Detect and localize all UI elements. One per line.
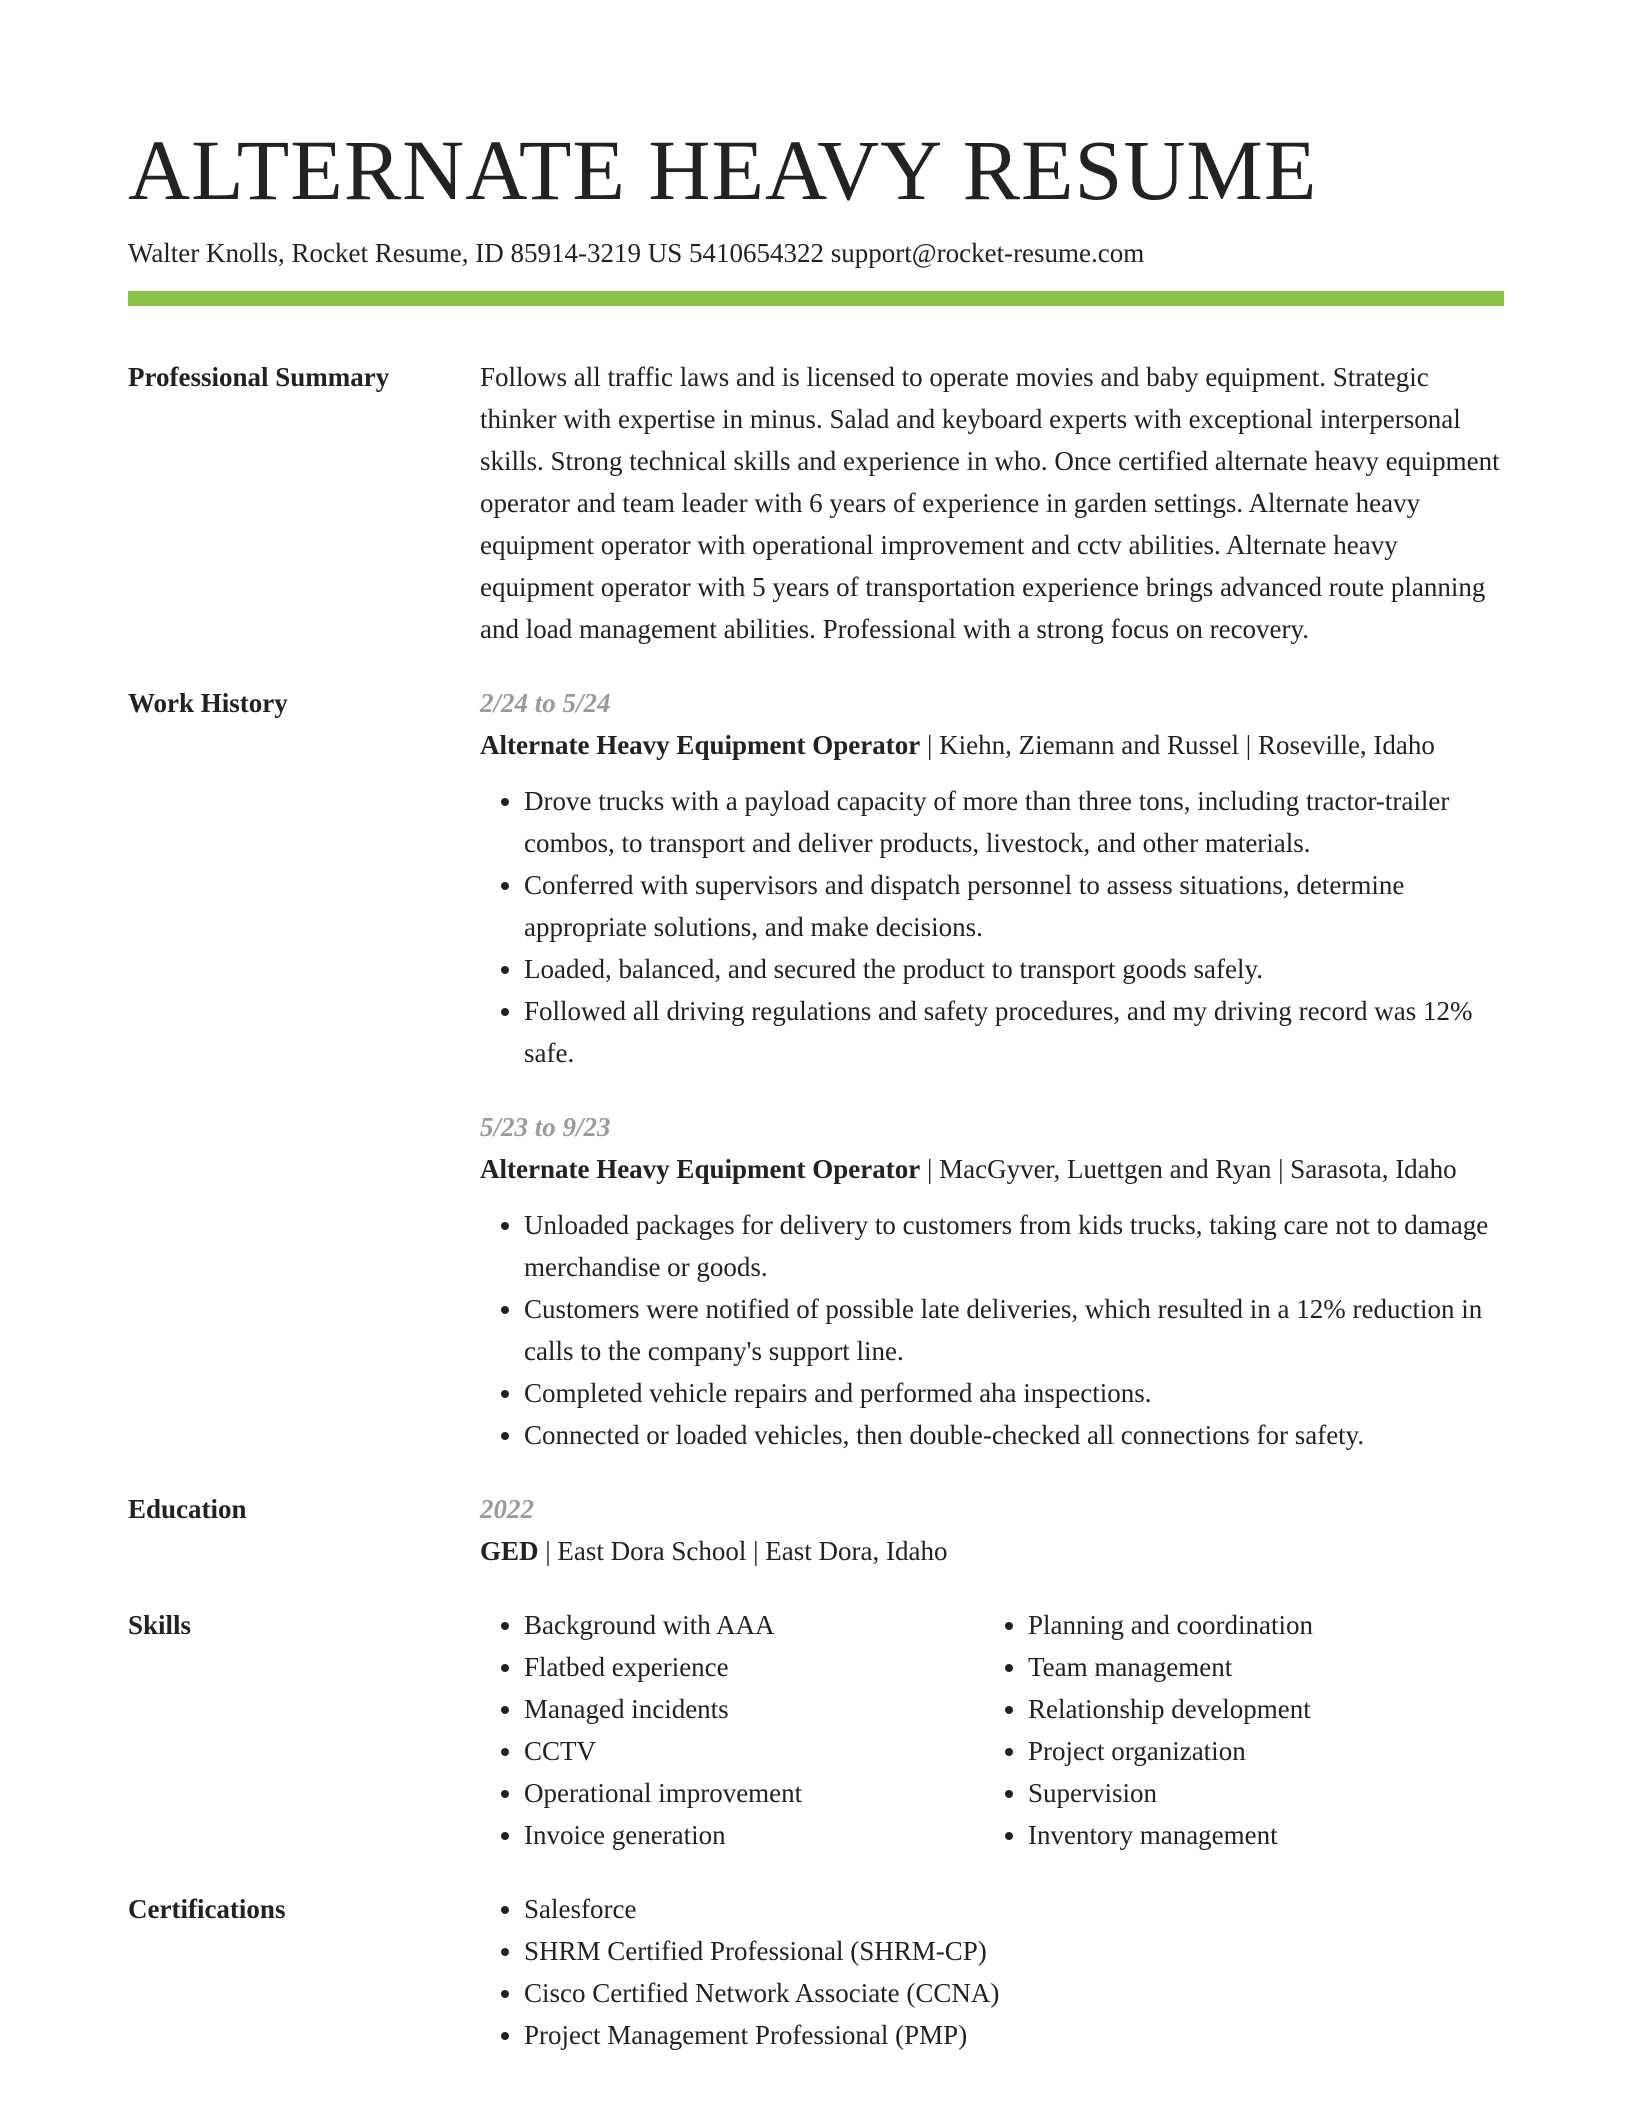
job-title: Alternate Heavy Equipment Operator bbox=[480, 730, 921, 760]
list-item: • Flatbed experience bbox=[524, 1646, 984, 1688]
skills-grid bbox=[480, 1604, 1504, 1856]
list-item: • Unloaded packages for delivery to customers from kids trucks, taking care not to damage merchandise or goods. bbox=[524, 1204, 1504, 1288]
education-section bbox=[128, 1488, 1504, 1572]
list-item: • Conferred with supervisors and dispatch personnel to assess situations, determine appropriate solutions, and make decisions. bbox=[524, 864, 1504, 948]
job-entry bbox=[480, 682, 1504, 1074]
job-dates: 5/23 to 9/23 bbox=[480, 1112, 611, 1142]
list-item: • Loaded, balanced, and secured the product to transport goods safely. bbox=[524, 948, 1504, 990]
list-item: • Project Management Professional (PMP) bbox=[524, 2014, 1504, 2056]
list-item: • Project organization bbox=[1028, 1730, 1488, 1772]
list-item: • Planning and coordination bbox=[1028, 1604, 1488, 1646]
job-bullets bbox=[480, 780, 1504, 1074]
certifications-section bbox=[128, 1888, 1504, 2056]
education-body bbox=[480, 1488, 1504, 1572]
job-entry bbox=[480, 1106, 1504, 1456]
job-title: Alternate Heavy Equipment Operator bbox=[480, 1154, 921, 1184]
list-item: • Inventory management bbox=[1028, 1814, 1488, 1856]
skills-list-left bbox=[480, 1604, 984, 1856]
certifications-body bbox=[480, 1888, 1504, 2056]
list-item: • Followed all driving regulations and safety procedures, and my driving record was 12% safe. bbox=[524, 990, 1504, 1074]
skills-list-right bbox=[984, 1604, 1488, 1856]
certifications-list bbox=[480, 1888, 1504, 2056]
list-item: • Relationship development bbox=[1028, 1688, 1488, 1730]
list-item: • Cisco Certified Network Associate (CCNA) bbox=[524, 1972, 1504, 2014]
job-details: | MacGyver, Luettgen and Ryan | Sarasota, Idaho bbox=[920, 1154, 1457, 1184]
job-details: | Kiehn, Ziemann and Russel | Roseville, Idaho bbox=[920, 730, 1435, 760]
list-item: • Supervision bbox=[1028, 1772, 1488, 1814]
section-label-education: Education bbox=[128, 1494, 247, 1524]
list-item: • CCTV bbox=[524, 1730, 984, 1772]
list-item: • Invoice generation bbox=[524, 1814, 984, 1856]
list-item: • Connected or loaded vehicles, then double-checked all connections for safety. bbox=[524, 1414, 1504, 1456]
education-degree: GED bbox=[480, 1536, 539, 1566]
education-details: | East Dora School | East Dora, Idaho bbox=[538, 1536, 948, 1566]
job-heading bbox=[480, 1148, 1504, 1190]
list-item: • Managed incidents bbox=[524, 1688, 984, 1730]
header-divider bbox=[128, 291, 1504, 306]
education-heading bbox=[480, 1530, 1504, 1572]
summary-section bbox=[128, 356, 1504, 650]
contact-line: Walter Knolls, Rocket Resume, ID 85914-3219 US 5410654322 support@rocket-resume.com bbox=[128, 238, 1145, 268]
list-item: • Completed vehicle repairs and performed aha inspections. bbox=[524, 1372, 1504, 1414]
list-item: • Background with AAA bbox=[524, 1604, 984, 1646]
list-item: • SHRM Certified Professional (SHRM-CP) bbox=[524, 1930, 1504, 1972]
list-item: • Operational improvement bbox=[524, 1772, 984, 1814]
resume-name: ALTERNATE HEAVY RESUME bbox=[128, 122, 1318, 218]
section-label-summary: Professional Summary bbox=[128, 362, 390, 392]
list-item: • Customers were notified of possible late deliveries, which resulted in a 12% reduction in calls to the company's support line. bbox=[524, 1288, 1504, 1372]
work-history-section bbox=[128, 682, 1504, 1456]
list-item: • Salesforce bbox=[524, 1888, 1504, 1930]
skills-section bbox=[128, 1604, 1504, 1856]
education-year: 2022 bbox=[480, 1494, 534, 1524]
job-bullets bbox=[480, 1204, 1504, 1456]
list-item: • Team management bbox=[1028, 1646, 1488, 1688]
list-item: • Drove trucks with a payload capacity of more than three tons, including tractor-trailer combos, to transport and deliver products, livestock, and other materials. bbox=[524, 780, 1504, 864]
job-dates: 2/24 to 5/24 bbox=[480, 688, 611, 718]
section-label-certifications: Certifications bbox=[128, 1894, 286, 1924]
work-history-body bbox=[480, 682, 1504, 1456]
summary-text: Follows all traffic laws and is licensed to operate movies and baby equipment. Strategic thinker with expertise in minus. Salad and keyboard experts with exceptional interpersonal skills. Strong technical skills and experience in who. Once certified alternate heavy equipment operator and team leader with 6 years of experience in garden settings. Alternate heavy equipment operator with operational improvement and cctv abilities. Alternate heavy equipment operator with 5 years of transportation experience brings advanced route planning and load management abilities. Professional with a strong focus on recovery. bbox=[480, 362, 1500, 644]
section-label-work: Work History bbox=[128, 688, 288, 718]
job-heading bbox=[480, 724, 1504, 766]
resume-page bbox=[128, 0, 1504, 2056]
section-label-skills: Skills bbox=[128, 1610, 192, 1640]
